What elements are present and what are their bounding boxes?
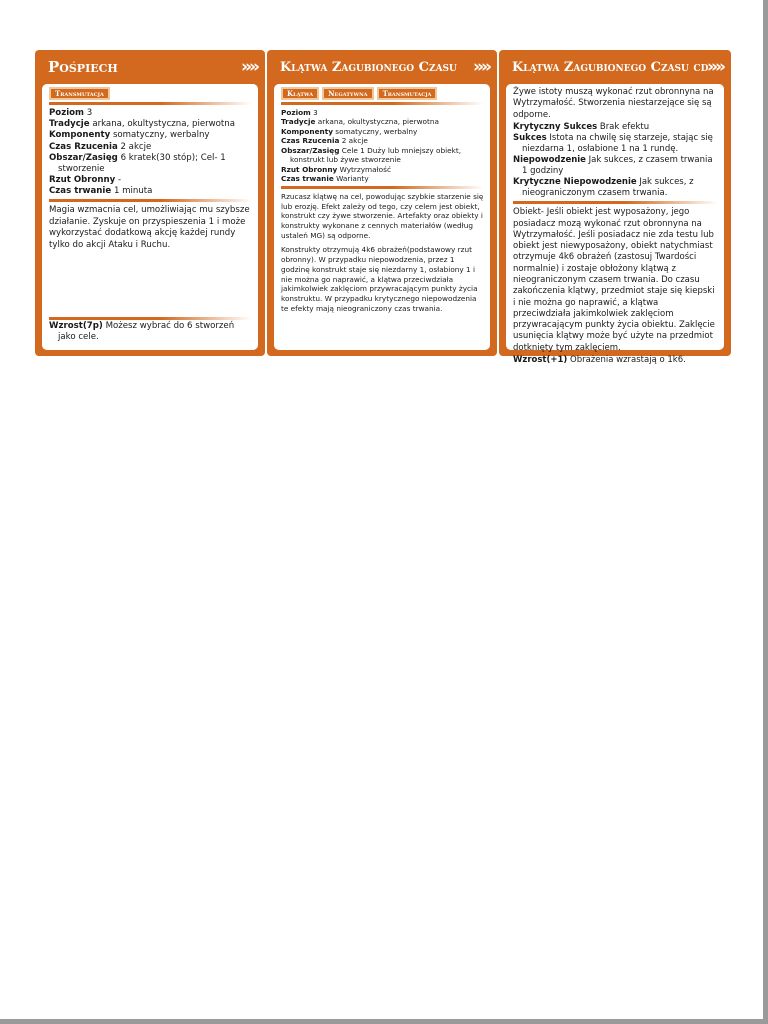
stat-row — [49, 175, 252, 186]
trait-tag: Klątwa — [281, 87, 319, 100]
divider-rule — [281, 102, 484, 105]
stat-label: Tradycje — [49, 119, 90, 130]
outcome-row — [513, 155, 718, 177]
description — [49, 205, 252, 251]
stat-row — [49, 142, 252, 153]
trait-tags — [281, 87, 484, 100]
divider-rule — [513, 201, 718, 204]
stat-value: Istota na chwilę się starzeje, stając się niezdarna 1, osłabione 1 na 1 rundę. — [522, 132, 713, 154]
stat-row — [281, 136, 484, 145]
trait-tag: Negatywna — [322, 87, 373, 100]
stat-label: Krytyczne Niepowodzenie — [513, 177, 637, 188]
spell-card-klatwa — [267, 50, 497, 356]
stat-row — [281, 174, 484, 183]
description-paragraph: Rzucasz klątwę na cel, powodując szybkie starzenie się lub erozję. Efekt zależy od tego, czy celem jest obiekt, konstrukt czy żywe stworzenie. Artefakty oraz obiekty i konstrukty wykonane z cennych materiałów (według ustaleń MG) są odporne. — [281, 191, 484, 240]
stat-row — [49, 153, 252, 175]
stat-value: 3 — [313, 108, 318, 117]
page-edge-bottom — [0, 1019, 768, 1024]
trait-tags — [49, 87, 252, 100]
stat-label: Rzut Obronny — [281, 164, 338, 174]
card-header — [499, 50, 731, 84]
stat-value: 6 kratek(30 stóp); Cel- 1 stworzenie — [58, 152, 226, 174]
stat-value: Brak efektu — [599, 121, 650, 132]
stat-value: Wytrzymałość — [339, 164, 391, 174]
card-body — [42, 84, 258, 350]
trait-tag: Transmutacja — [49, 87, 110, 100]
stat-row — [49, 130, 252, 141]
stat-block — [281, 108, 484, 184]
spell-card-pospiech — [35, 50, 265, 356]
stat-value: 2 akcje — [120, 141, 152, 152]
stat-value: arkana, okultystyczna, pierwotna — [92, 119, 236, 130]
stat-row — [281, 165, 484, 174]
description-paragraph: Magia wzmacnia cel, umożliwiając mu szybsze działanie. Zyskuje on przyspieszenia 1 i może wykorzystać dodatkową akcję każdej rundy tylko do akcji Ataku i Ruchu. — [49, 205, 250, 250]
heightened-entry: Wzrost(+1) Obrażenia wzrastają o 1k6. — [513, 355, 686, 366]
stat-label: Poziom — [49, 108, 85, 118]
divider-rule — [49, 199, 252, 202]
stat-value: somatyczny, werbalny — [335, 126, 418, 136]
double-chevron-icon: »» — [473, 57, 489, 77]
page-edge-right — [763, 0, 768, 1024]
stat-row — [49, 186, 252, 197]
outcome-row — [513, 122, 718, 133]
stat-label: Komponenty — [49, 130, 111, 141]
stat-label: Poziom — [281, 108, 311, 117]
stat-label: Krytyczny Sukces — [513, 121, 598, 132]
stat-value: Jak sukces, z nieograniczonym czasem trwania. — [522, 177, 694, 199]
double-chevron-icon: »» — [241, 57, 257, 77]
card-header — [267, 50, 497, 84]
stat-value: 1 minuta — [113, 186, 153, 197]
stat-label: Czas Rzucenia — [49, 141, 118, 152]
stat-label: Czas Rzucenia — [281, 136, 340, 146]
stat-value: Cele 1 Duży lub mniejszy obiekt, konstrukt lub żywe stworzenie — [290, 145, 462, 165]
stat-label: Czas trwanie — [49, 186, 112, 197]
description-paragraph: Obiekt- Jeśli obiekt jest wyposażony, jego posiadacz mozą wykonać rzut obronnyna na Wytrzymałość. Jeśli posiadacz nie zda testu lub obiekt jest niewyposażony, obiekt natychmiast otrzymuje 4k6 obrażeń (zastosuj Twardości normalnie) i zostaje obłożony klątwą z nieograniczonym czasem trwania. Do czasu zakończenia klątwy, przedmiot staje się kiepski i nie można go naprawić, a klątwa przeciwdziała jakimkolwiek zaklęciom przywracającym punkty życia obiektu. Zaklęcie usunięcia klątwy może być użyte na przedmiot dotknięty tym zaklęciem. — [513, 207, 715, 353]
trait-tag: Transmutacja — [377, 87, 438, 100]
divider-rule — [281, 186, 484, 189]
stat-label: Niepowodzenie — [513, 155, 586, 166]
outcome-block — [513, 122, 718, 199]
stat-label: Czas trwanie — [281, 174, 334, 184]
stat-value: 2 akcje — [341, 136, 368, 146]
stat-value: Warianty — [336, 174, 369, 184]
divider-rule — [49, 102, 252, 105]
stat-value: somatyczny, werbalny — [112, 130, 210, 141]
stat-label: Sukces — [513, 132, 547, 143]
card-title: Klątwa Zagubionego Czasu cd — [512, 60, 709, 75]
stat-label: Tradycje — [281, 117, 316, 127]
card-header — [35, 50, 265, 84]
stat-label: Obszar/Zasięg — [281, 145, 340, 155]
stat-row — [281, 108, 484, 117]
stat-block — [49, 108, 252, 197]
footer-divider-rule — [49, 317, 252, 320]
stat-row — [49, 119, 252, 130]
stat-row — [281, 146, 484, 165]
outcome-row — [513, 177, 718, 199]
stat-row — [281, 117, 484, 126]
stat-label: Komponenty — [281, 126, 333, 136]
description — [281, 192, 484, 313]
spell-card-klatwa-cd — [499, 50, 731, 366]
description-paragraph: Konstrukty otrzymują 4k6 obrażeń(podstawowy rzut obronny). W przypadku niepowodzenia, przez 1 godzinę konstrukt staje się niezdarny 1, osłabiony 1 i nie można go naprawić, a klątwa przeciwdziała jakimkolwiek zaklęciom przywracającym punkty życia konstruktu. W przypadku krytycznego niepowodzenia te efekty mają nieograniczony czas trwania. — [281, 245, 478, 313]
description — [513, 207, 718, 354]
outcome-row — [513, 133, 718, 155]
card-title: Pośpiech — [48, 58, 118, 76]
card-body — [274, 84, 490, 350]
card-title: Klątwa Zagubionego Czasu — [280, 60, 457, 75]
stat-row — [49, 108, 252, 119]
stat-label: Rzut Obronny — [49, 175, 116, 186]
stat-value: - — [118, 175, 122, 186]
stat-value: 3 — [86, 108, 93, 118]
stat-row — [281, 127, 484, 136]
card-body — [506, 84, 724, 366]
heightened-entry: Wzrost(7p) Możesz wybrać do 6 stworzeń jako cele. — [49, 321, 235, 343]
stat-value: Jak sukces, z czasem trwania 1 godziny — [522, 155, 713, 177]
stat-label: Obszar/Zasięg — [49, 152, 118, 163]
double-chevron-icon: »» — [707, 57, 723, 77]
stat-value: arkana, okultystyczna, pierwotna — [317, 117, 439, 127]
intro-text: Żywe istoty muszą wykonać rzut obronnyna na Wytrzymałość. Stworzenia niestarzejące się są odporne. — [513, 87, 714, 120]
